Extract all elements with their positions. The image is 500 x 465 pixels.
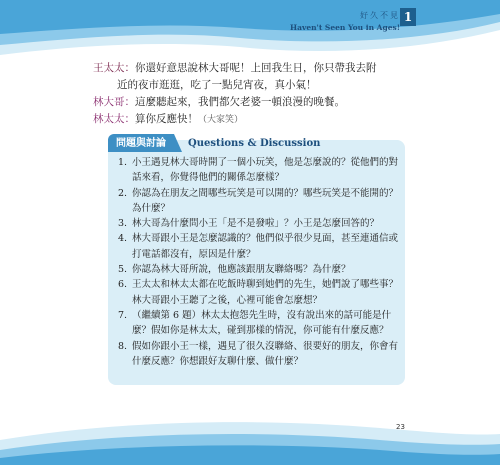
dialog-text: 算你反應快！ (135, 113, 198, 125)
stage-note: （大家笑） (198, 115, 244, 125)
series-title-en: Haven't Seen You in Ages! (290, 23, 400, 32)
chapter-number-badge: 1 (400, 8, 416, 26)
question-item: 6. 王太太和林太太都在吃飯時聊到她們的先生，她們說了哪些事？ 林大哥跟小王聽了之後，心裡可能會怎麼想？ (118, 279, 399, 306)
question-item: 1. 小王遇見林大哥時開了一個小玩笑，他是怎麼說的？從他們的對 話來看，你覺得他們的關係怎麼樣？ (118, 157, 399, 184)
dialog-line-continued: 近的夜市逛逛，吃了一點兒宵夜，真小氣！ (117, 79, 317, 91)
speaker-label: 林大哥： (93, 96, 135, 108)
dialog-text: 這麼聽起來，我們都欠老婆一頓浪漫的晚餐。 (135, 96, 345, 108)
speaker-label: 王太太： (93, 62, 135, 74)
question-item: 7. （繼續第 6 題）林太太抱怨先生時，沒有說出來的話可能是什 麼？假如你是林太太，碰到那樣的情況，你可能有什麼反應？ (118, 309, 392, 337)
dialog-line (93, 60, 413, 77)
series-title-cn: 好久不見 (360, 11, 400, 20)
speaker-label: 林太太： (93, 113, 135, 125)
questions-list (118, 155, 403, 369)
top-wave-decoration (0, 0, 500, 60)
bottom-wave-decoration (0, 410, 500, 465)
dialog-section (93, 60, 413, 129)
questions-title-en: Questions & Discussion (188, 138, 321, 149)
dialog-line (93, 111, 413, 129)
question-item: 8. 假如你跟小王一樣，遇見了很久沒聯絡、很要好的朋友，你會有 什麼反應？你想跟好友聊什麼、做什麼？ (118, 340, 399, 367)
running-header (290, 10, 400, 32)
question-item: 2. 你認為在朋友之間哪些玩笑是可以開的？哪些玩笑是不能開的？ 為什麼？ (118, 187, 399, 214)
question-item: 4. 林大哥跟小王是怎麼認識的？他們似乎很少見面，甚至連通信或 打電話都沒有，原因是什麼？ (118, 233, 399, 260)
dialog-line (93, 94, 413, 111)
questions-header (108, 134, 320, 152)
question-item: 3. 林大哥為什麼問小王「是不是發啦」？小王是怎麼回答的？ (118, 218, 380, 230)
questions-tab-label: 問題與討論 (108, 134, 174, 152)
dialog-text: 你還好意思說林大哥呢！上回我生日，你只帶我去附 (135, 62, 377, 74)
tab-tail-decoration (174, 134, 182, 152)
page-number: 23 (396, 423, 405, 431)
question-item: 5. 你認為林大哥所說，他應該跟朋友聯絡嗎？為什麼？ (118, 264, 351, 276)
